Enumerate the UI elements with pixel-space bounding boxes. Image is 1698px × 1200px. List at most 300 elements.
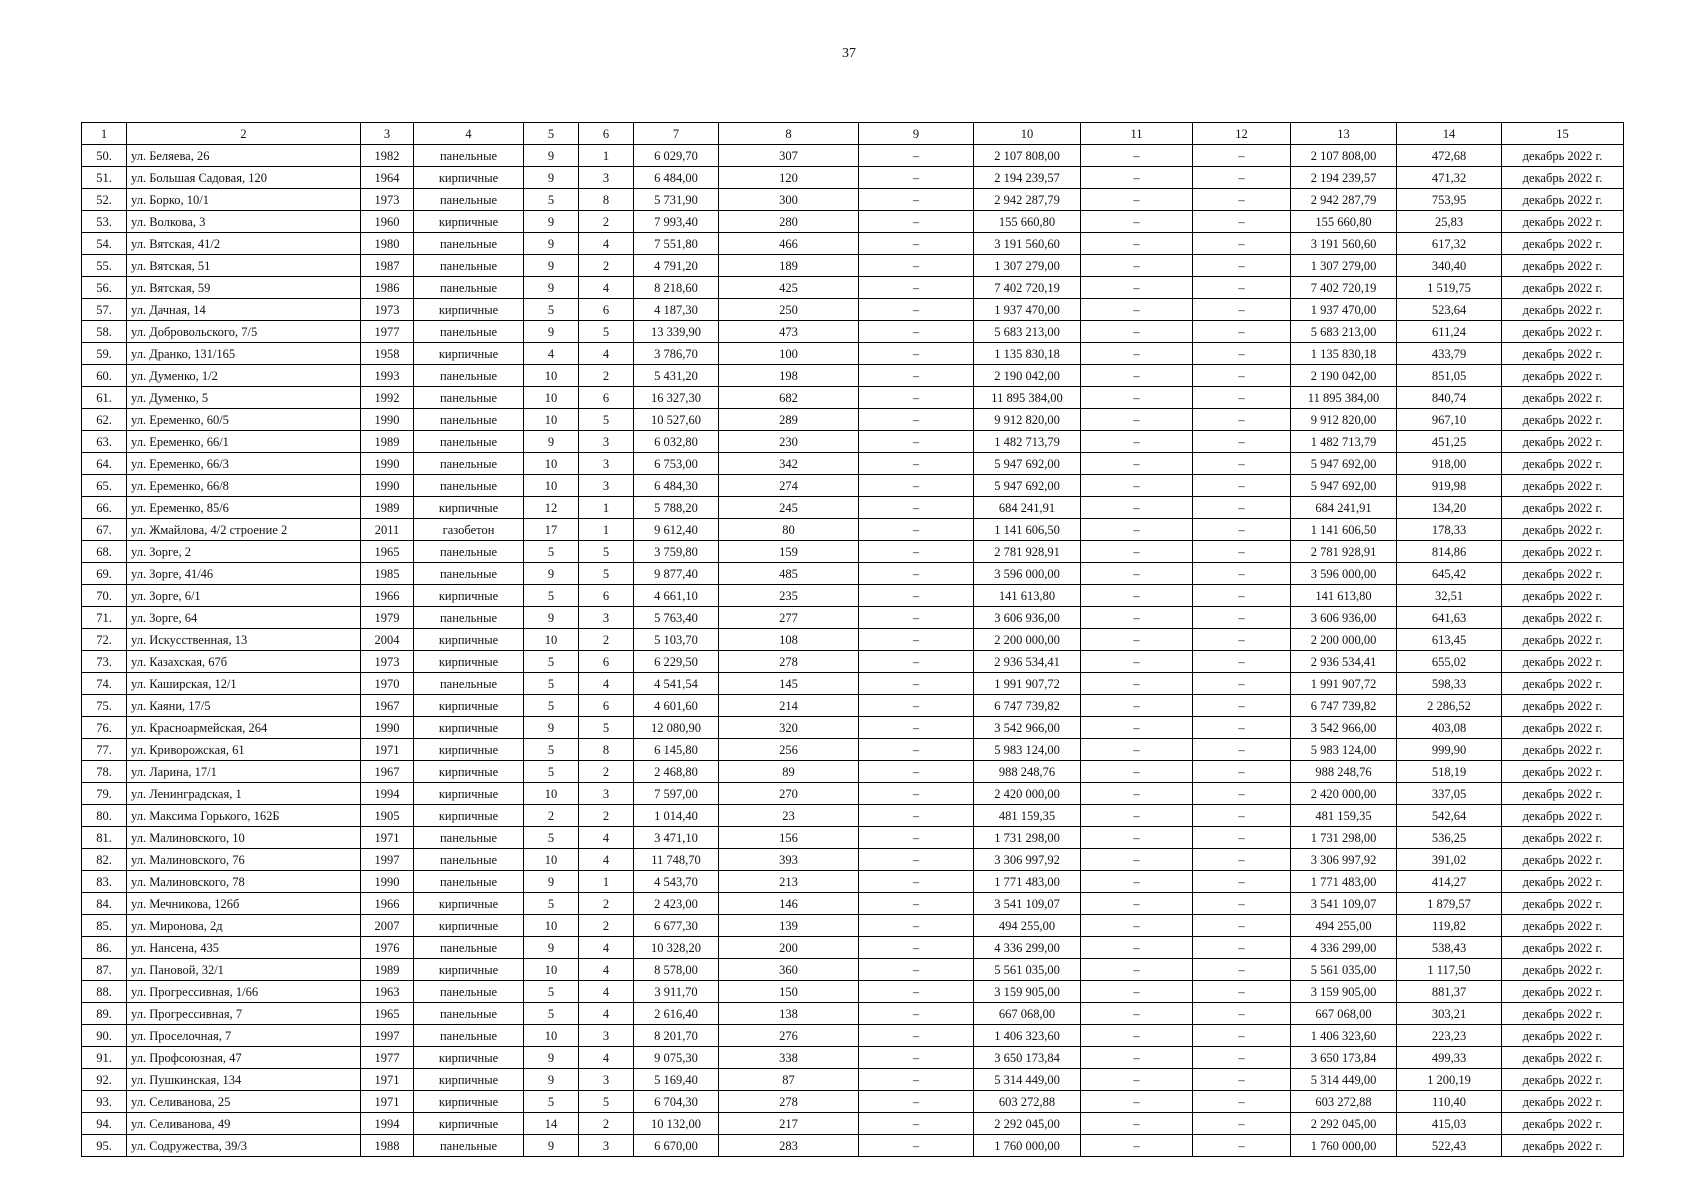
table-cell: 3 xyxy=(579,607,634,629)
table-row xyxy=(82,981,1624,1003)
table-cell: 16 327,30 xyxy=(634,387,719,409)
table-cell: 189 xyxy=(719,255,859,277)
table-cell: – xyxy=(1081,563,1193,585)
table-cell: 3 541 109,07 xyxy=(974,893,1081,915)
table-cell: декабрь 2022 г. xyxy=(1502,893,1624,915)
table-cell: – xyxy=(1193,1003,1291,1025)
table-cell: панельные xyxy=(414,849,524,871)
table-cell: 10 xyxy=(524,915,579,937)
table-cell: 300 xyxy=(719,189,859,211)
table-cell: – xyxy=(859,277,974,299)
table-cell: декабрь 2022 г. xyxy=(1502,871,1624,893)
table-cell: 342 xyxy=(719,453,859,475)
table-cell: декабрь 2022 г. xyxy=(1502,959,1624,981)
column-header-10: 10 xyxy=(974,123,1081,145)
table-cell: 60. xyxy=(82,365,127,387)
table-cell: – xyxy=(1193,1091,1291,1113)
table-cell: 1993 xyxy=(361,365,414,387)
table-cell: декабрь 2022 г. xyxy=(1502,717,1624,739)
table-cell: 603 272,88 xyxy=(974,1091,1081,1113)
table-cell: 9 612,40 xyxy=(634,519,719,541)
header-row xyxy=(82,123,1624,145)
table-cell: – xyxy=(1193,717,1291,739)
table-cell: 1 117,50 xyxy=(1397,959,1502,981)
table-cell: – xyxy=(859,563,974,585)
table-cell: – xyxy=(1081,211,1193,233)
table-cell: 2 292 045,00 xyxy=(974,1113,1081,1135)
table-cell: – xyxy=(1081,827,1193,849)
table-cell: 1 141 606,50 xyxy=(974,519,1081,541)
table-cell: 1 xyxy=(579,871,634,893)
table-cell: – xyxy=(859,651,974,673)
table-cell: 1973 xyxy=(361,299,414,321)
table-cell: 8 xyxy=(579,189,634,211)
table-cell: 1966 xyxy=(361,893,414,915)
table-cell: декабрь 2022 г. xyxy=(1502,343,1624,365)
table-cell: ул. Дранко, 131/165 xyxy=(127,343,361,365)
table-row xyxy=(82,497,1624,519)
table-cell: 55. xyxy=(82,255,127,277)
table-cell: панельные xyxy=(414,1135,524,1157)
table-cell: 4 791,20 xyxy=(634,255,719,277)
table-cell: 1973 xyxy=(361,189,414,211)
table-cell: – xyxy=(859,189,974,211)
table-cell: – xyxy=(1081,893,1193,915)
table-cell: – xyxy=(859,233,974,255)
table-cell: 5 xyxy=(579,1091,634,1113)
table-cell: ул. Дачная, 14 xyxy=(127,299,361,321)
table-cell: 280 xyxy=(719,211,859,233)
table-cell: декабрь 2022 г. xyxy=(1502,1135,1624,1157)
table-cell: 52. xyxy=(82,189,127,211)
table-cell: – xyxy=(1081,937,1193,959)
table-cell: декабрь 2022 г. xyxy=(1502,211,1624,233)
table-cell: 1 879,57 xyxy=(1397,893,1502,915)
table-cell: 6 747 739,82 xyxy=(974,695,1081,717)
table-cell: 50. xyxy=(82,145,127,167)
table-cell: 5 xyxy=(524,585,579,607)
table-cell: ул. Проселочная, 7 xyxy=(127,1025,361,1047)
table-cell: 3 306 997,92 xyxy=(974,849,1081,871)
table-cell: – xyxy=(1081,651,1193,673)
table-cell: 5 xyxy=(524,1003,579,1025)
table-row xyxy=(82,409,1624,431)
table-cell: 6 677,30 xyxy=(634,915,719,937)
table-cell: – xyxy=(1193,321,1291,343)
table-cell: – xyxy=(1081,717,1193,739)
table-cell: 2011 xyxy=(361,519,414,541)
table-cell: 1971 xyxy=(361,1091,414,1113)
table-cell: 1 307 279,00 xyxy=(1291,255,1397,277)
table-cell: 120 xyxy=(719,167,859,189)
table-cell: 223,23 xyxy=(1397,1025,1502,1047)
table-row xyxy=(82,1047,1624,1069)
table-cell: – xyxy=(1193,783,1291,805)
table-cell: 4 xyxy=(524,343,579,365)
table-cell: 338 xyxy=(719,1047,859,1069)
table-cell: – xyxy=(859,343,974,365)
table-cell: – xyxy=(1193,959,1291,981)
table-cell: – xyxy=(1193,761,1291,783)
table-cell: 145 xyxy=(719,673,859,695)
table-cell: 3 159 905,00 xyxy=(974,981,1081,1003)
table-cell: 1 991 907,72 xyxy=(1291,673,1397,695)
table-cell: ул. Жмайлова, 4/2 строение 2 xyxy=(127,519,361,541)
table-cell: декабрь 2022 г. xyxy=(1502,387,1624,409)
table-row xyxy=(82,717,1624,739)
table-cell: кирпичные xyxy=(414,1091,524,1113)
table-cell: 70. xyxy=(82,585,127,607)
table-cell: панельные xyxy=(414,475,524,497)
table-cell: 9 877,40 xyxy=(634,563,719,585)
table-cell: панельные xyxy=(414,937,524,959)
table-cell: – xyxy=(859,409,974,431)
table-cell: 62. xyxy=(82,409,127,431)
table-cell: 3 191 560,60 xyxy=(1291,233,1397,255)
table-cell: – xyxy=(859,321,974,343)
table-cell: – xyxy=(1081,783,1193,805)
table-cell: – xyxy=(859,1113,974,1135)
table-cell: 59. xyxy=(82,343,127,365)
table-cell: 466 xyxy=(719,233,859,255)
table-cell: 988 248,76 xyxy=(974,761,1081,783)
table-row xyxy=(82,607,1624,629)
table-cell: 2007 xyxy=(361,915,414,937)
table-cell: 2 200 000,00 xyxy=(974,629,1081,651)
table-cell: декабрь 2022 г. xyxy=(1502,145,1624,167)
table-cell: 337,05 xyxy=(1397,783,1502,805)
table-cell: 80. xyxy=(82,805,127,827)
table-cell: 919,98 xyxy=(1397,475,1502,497)
table-cell: 159 xyxy=(719,541,859,563)
table-cell: – xyxy=(1081,431,1193,453)
table-cell: – xyxy=(859,717,974,739)
table-cell: кирпичные xyxy=(414,651,524,673)
table-cell: 10 xyxy=(524,959,579,981)
table-cell: 155 660,80 xyxy=(1291,211,1397,233)
table-cell: 7 402 720,19 xyxy=(974,277,1081,299)
table-cell: 9 xyxy=(524,321,579,343)
table-cell: 2 936 534,41 xyxy=(974,651,1081,673)
table-cell: – xyxy=(1081,959,1193,981)
table-cell: – xyxy=(1193,827,1291,849)
table-cell: ул. Мечникова, 126б xyxy=(127,893,361,915)
table-row xyxy=(82,1025,1624,1047)
table-cell: декабрь 2022 г. xyxy=(1502,541,1624,563)
table-cell: ул. Искусственная, 13 xyxy=(127,629,361,651)
table-row xyxy=(82,211,1624,233)
table-cell: – xyxy=(1193,673,1291,695)
table-cell: 473 xyxy=(719,321,859,343)
table-row xyxy=(82,915,1624,937)
table-cell: 53. xyxy=(82,211,127,233)
table-cell: панельные xyxy=(414,541,524,563)
table-cell: 6 145,80 xyxy=(634,739,719,761)
table-cell: декабрь 2022 г. xyxy=(1502,1091,1624,1113)
table-cell: 2 xyxy=(579,805,634,827)
table-cell: 451,25 xyxy=(1397,431,1502,453)
table-cell: ул. Вятская, 51 xyxy=(127,255,361,277)
table-row xyxy=(82,453,1624,475)
table-cell: 3 471,10 xyxy=(634,827,719,849)
table-cell: панельные xyxy=(414,1025,524,1047)
table-cell: 391,02 xyxy=(1397,849,1502,871)
table-cell: 1973 xyxy=(361,651,414,673)
table-cell: 2 107 808,00 xyxy=(974,145,1081,167)
table-cell: 753,95 xyxy=(1397,189,1502,211)
table-cell: 65. xyxy=(82,475,127,497)
table-row xyxy=(82,1091,1624,1113)
table-cell: ул. Еременко, 66/8 xyxy=(127,475,361,497)
table-cell: 682 xyxy=(719,387,859,409)
table-cell: 17 xyxy=(524,519,579,541)
table-cell: 57. xyxy=(82,299,127,321)
table-cell: панельные xyxy=(414,981,524,1003)
table-row xyxy=(82,365,1624,387)
table-cell: 9 xyxy=(524,937,579,959)
table-cell: 87. xyxy=(82,959,127,981)
table-cell: панельные xyxy=(414,1003,524,1025)
table-cell: ул. Пановой, 32/1 xyxy=(127,959,361,981)
table-cell: 840,74 xyxy=(1397,387,1502,409)
table-cell: – xyxy=(1193,695,1291,717)
table-cell: декабрь 2022 г. xyxy=(1502,783,1624,805)
table-cell: 277 xyxy=(719,607,859,629)
table-cell: 10 xyxy=(524,409,579,431)
table-cell: – xyxy=(1193,431,1291,453)
table-cell: 3 xyxy=(579,1135,634,1157)
table-cell: декабрь 2022 г. xyxy=(1502,475,1624,497)
table-cell: 5 xyxy=(579,563,634,585)
table-cell: – xyxy=(1081,739,1193,761)
table-cell: ул. Еременко, 60/5 xyxy=(127,409,361,431)
table-cell: 2 xyxy=(579,761,634,783)
table-cell: – xyxy=(1193,211,1291,233)
table-cell: 1 937 470,00 xyxy=(1291,299,1397,321)
table-cell: 5 xyxy=(524,1091,579,1113)
table-cell: 2 190 042,00 xyxy=(974,365,1081,387)
table-cell: 8 578,00 xyxy=(634,959,719,981)
table-cell: 655,02 xyxy=(1397,651,1502,673)
table-cell: 6 xyxy=(579,695,634,717)
table-cell: 472,68 xyxy=(1397,145,1502,167)
table-cell: 5 xyxy=(524,651,579,673)
column-header-12: 12 xyxy=(1193,123,1291,145)
table-cell: 10 xyxy=(524,783,579,805)
table-cell: 5 xyxy=(524,695,579,717)
table-cell: 5 983 124,00 xyxy=(1291,739,1397,761)
table-cell: 12 xyxy=(524,497,579,519)
table-row xyxy=(82,321,1624,343)
table-cell: 9 xyxy=(524,145,579,167)
table-cell: декабрь 2022 г. xyxy=(1502,673,1624,695)
table-cell: – xyxy=(859,299,974,321)
table-cell: 90. xyxy=(82,1025,127,1047)
table-row xyxy=(82,827,1624,849)
table-cell: декабрь 2022 г. xyxy=(1502,519,1624,541)
table-cell: 6 484,00 xyxy=(634,167,719,189)
table-cell: 494 255,00 xyxy=(1291,915,1397,937)
table-cell: ул. Прогрессивная, 1/66 xyxy=(127,981,361,1003)
table-cell: 9 xyxy=(524,167,579,189)
table-cell: 2 xyxy=(579,255,634,277)
table-cell: ул. Большая Садовая, 120 xyxy=(127,167,361,189)
table-cell: 9 075,30 xyxy=(634,1047,719,1069)
table-cell: 1990 xyxy=(361,475,414,497)
table-cell: – xyxy=(1193,189,1291,211)
table-cell: – xyxy=(1081,673,1193,695)
table-row xyxy=(82,233,1624,255)
table-cell: 134,20 xyxy=(1397,497,1502,519)
table-cell: 4 xyxy=(579,1047,634,1069)
table-cell: панельные xyxy=(414,871,524,893)
table-cell: – xyxy=(859,1135,974,1157)
table-cell: 9 xyxy=(524,717,579,739)
table-cell: 1965 xyxy=(361,541,414,563)
table-cell: кирпичные xyxy=(414,915,524,937)
table-cell: ул. Зорге, 6/1 xyxy=(127,585,361,607)
table-cell: 108 xyxy=(719,629,859,651)
table-cell: 214 xyxy=(719,695,859,717)
table-cell: 3 759,80 xyxy=(634,541,719,563)
table-cell: – xyxy=(859,805,974,827)
table-cell: – xyxy=(1081,255,1193,277)
table-cell: 1990 xyxy=(361,409,414,431)
table-cell: 6 484,30 xyxy=(634,475,719,497)
table-cell: – xyxy=(1193,805,1291,827)
table-cell: панельные xyxy=(414,277,524,299)
table-cell: – xyxy=(859,1047,974,1069)
table-cell: ул. Пушкинская, 134 xyxy=(127,1069,361,1091)
table-cell: 999,90 xyxy=(1397,739,1502,761)
table-cell: 9 xyxy=(524,871,579,893)
table-cell: 4 187,30 xyxy=(634,299,719,321)
table-cell: – xyxy=(859,1003,974,1025)
table-cell: – xyxy=(1081,1047,1193,1069)
table-cell: ул. Селиванова, 25 xyxy=(127,1091,361,1113)
table-cell: 1958 xyxy=(361,343,414,365)
column-header-6: 6 xyxy=(579,123,634,145)
table-cell: 1960 xyxy=(361,211,414,233)
table-cell: 542,64 xyxy=(1397,805,1502,827)
table-cell: – xyxy=(859,453,974,475)
table-cell: ул. Максима Горького, 162Б xyxy=(127,805,361,827)
table-row xyxy=(82,695,1624,717)
table-cell: 667 068,00 xyxy=(974,1003,1081,1025)
table-cell: 5 947 692,00 xyxy=(1291,453,1397,475)
table-cell: 5 xyxy=(524,673,579,695)
table-cell: 684 241,91 xyxy=(974,497,1081,519)
table-cell: 95. xyxy=(82,1135,127,1157)
table-cell: 3 911,70 xyxy=(634,981,719,1003)
table-cell: 4 661,10 xyxy=(634,585,719,607)
column-header-1: 1 xyxy=(82,123,127,145)
table-cell: 3 xyxy=(579,1069,634,1091)
table-cell: кирпичные xyxy=(414,343,524,365)
table-cell: 1 482 713,79 xyxy=(1291,431,1397,453)
table-cell: 278 xyxy=(719,651,859,673)
table-row xyxy=(82,651,1624,673)
table-row xyxy=(82,277,1624,299)
table-cell: 598,33 xyxy=(1397,673,1502,695)
table-cell: 5 683 213,00 xyxy=(1291,321,1397,343)
table-cell: панельные xyxy=(414,431,524,453)
table-cell: 3 606 936,00 xyxy=(974,607,1081,629)
table-cell: ул. Малиновского, 10 xyxy=(127,827,361,849)
table-cell: 155 660,80 xyxy=(974,211,1081,233)
table-cell: декабрь 2022 г. xyxy=(1502,915,1624,937)
table-cell: панельные xyxy=(414,409,524,431)
table-cell: 6 xyxy=(579,651,634,673)
table-cell: 403,08 xyxy=(1397,717,1502,739)
table-cell: 494 255,00 xyxy=(974,915,1081,937)
table-cell: декабрь 2022 г. xyxy=(1502,1003,1624,1025)
table-row xyxy=(82,849,1624,871)
table-cell: 10 xyxy=(524,387,579,409)
table-cell: 1977 xyxy=(361,321,414,343)
table-cell: 5 947 692,00 xyxy=(1291,475,1397,497)
table-cell: – xyxy=(859,1025,974,1047)
table-cell: 2 286,52 xyxy=(1397,695,1502,717)
table-cell: панельные xyxy=(414,387,524,409)
table-cell: 1 135 830,18 xyxy=(1291,343,1397,365)
table-cell: 4 336 299,00 xyxy=(1291,937,1397,959)
table-cell: ул. Беляева, 26 xyxy=(127,145,361,167)
table-cell: 1 771 483,00 xyxy=(1291,871,1397,893)
table-cell: 536,25 xyxy=(1397,827,1502,849)
table-cell: 667 068,00 xyxy=(1291,1003,1397,1025)
table-cell: 425 xyxy=(719,277,859,299)
table-cell: 9 xyxy=(524,233,579,255)
table-cell: ул. Добровольского, 7/5 xyxy=(127,321,361,343)
table-cell: 93. xyxy=(82,1091,127,1113)
table-cell: 67. xyxy=(82,519,127,541)
table-cell: 71. xyxy=(82,607,127,629)
table-cell: 56. xyxy=(82,277,127,299)
table-cell: 3 xyxy=(579,431,634,453)
table-cell: ул. Вятская, 41/2 xyxy=(127,233,361,255)
table-cell: 235 xyxy=(719,585,859,607)
table-cell: – xyxy=(1081,167,1193,189)
table-cell: ул. Малиновского, 76 xyxy=(127,849,361,871)
table-row xyxy=(82,871,1624,893)
housing-table xyxy=(81,122,1624,1157)
table-cell: 10 132,00 xyxy=(634,1113,719,1135)
table-cell: 4 543,70 xyxy=(634,871,719,893)
table-cell: 684 241,91 xyxy=(1291,497,1397,519)
table-cell: 918,00 xyxy=(1397,453,1502,475)
table-cell: 320 xyxy=(719,717,859,739)
table-cell: 5 683 213,00 xyxy=(974,321,1081,343)
page-number: 37 xyxy=(842,46,856,61)
table-cell: 1997 xyxy=(361,849,414,871)
table-cell: декабрь 2022 г. xyxy=(1502,453,1624,475)
table-cell: 141 613,80 xyxy=(974,585,1081,607)
table-cell: 245 xyxy=(719,497,859,519)
table-cell: 5 xyxy=(524,761,579,783)
table-cell: – xyxy=(1081,805,1193,827)
table-cell: 2 xyxy=(579,1113,634,1135)
table-cell: – xyxy=(1081,1069,1193,1091)
table-cell: – xyxy=(859,827,974,849)
table-row xyxy=(82,805,1624,827)
table-cell: декабрь 2022 г. xyxy=(1502,1047,1624,1069)
table-cell: 1982 xyxy=(361,145,414,167)
table-cell: кирпичные xyxy=(414,761,524,783)
table-cell: 88. xyxy=(82,981,127,1003)
table-cell: 1990 xyxy=(361,717,414,739)
table-cell: 73. xyxy=(82,651,127,673)
